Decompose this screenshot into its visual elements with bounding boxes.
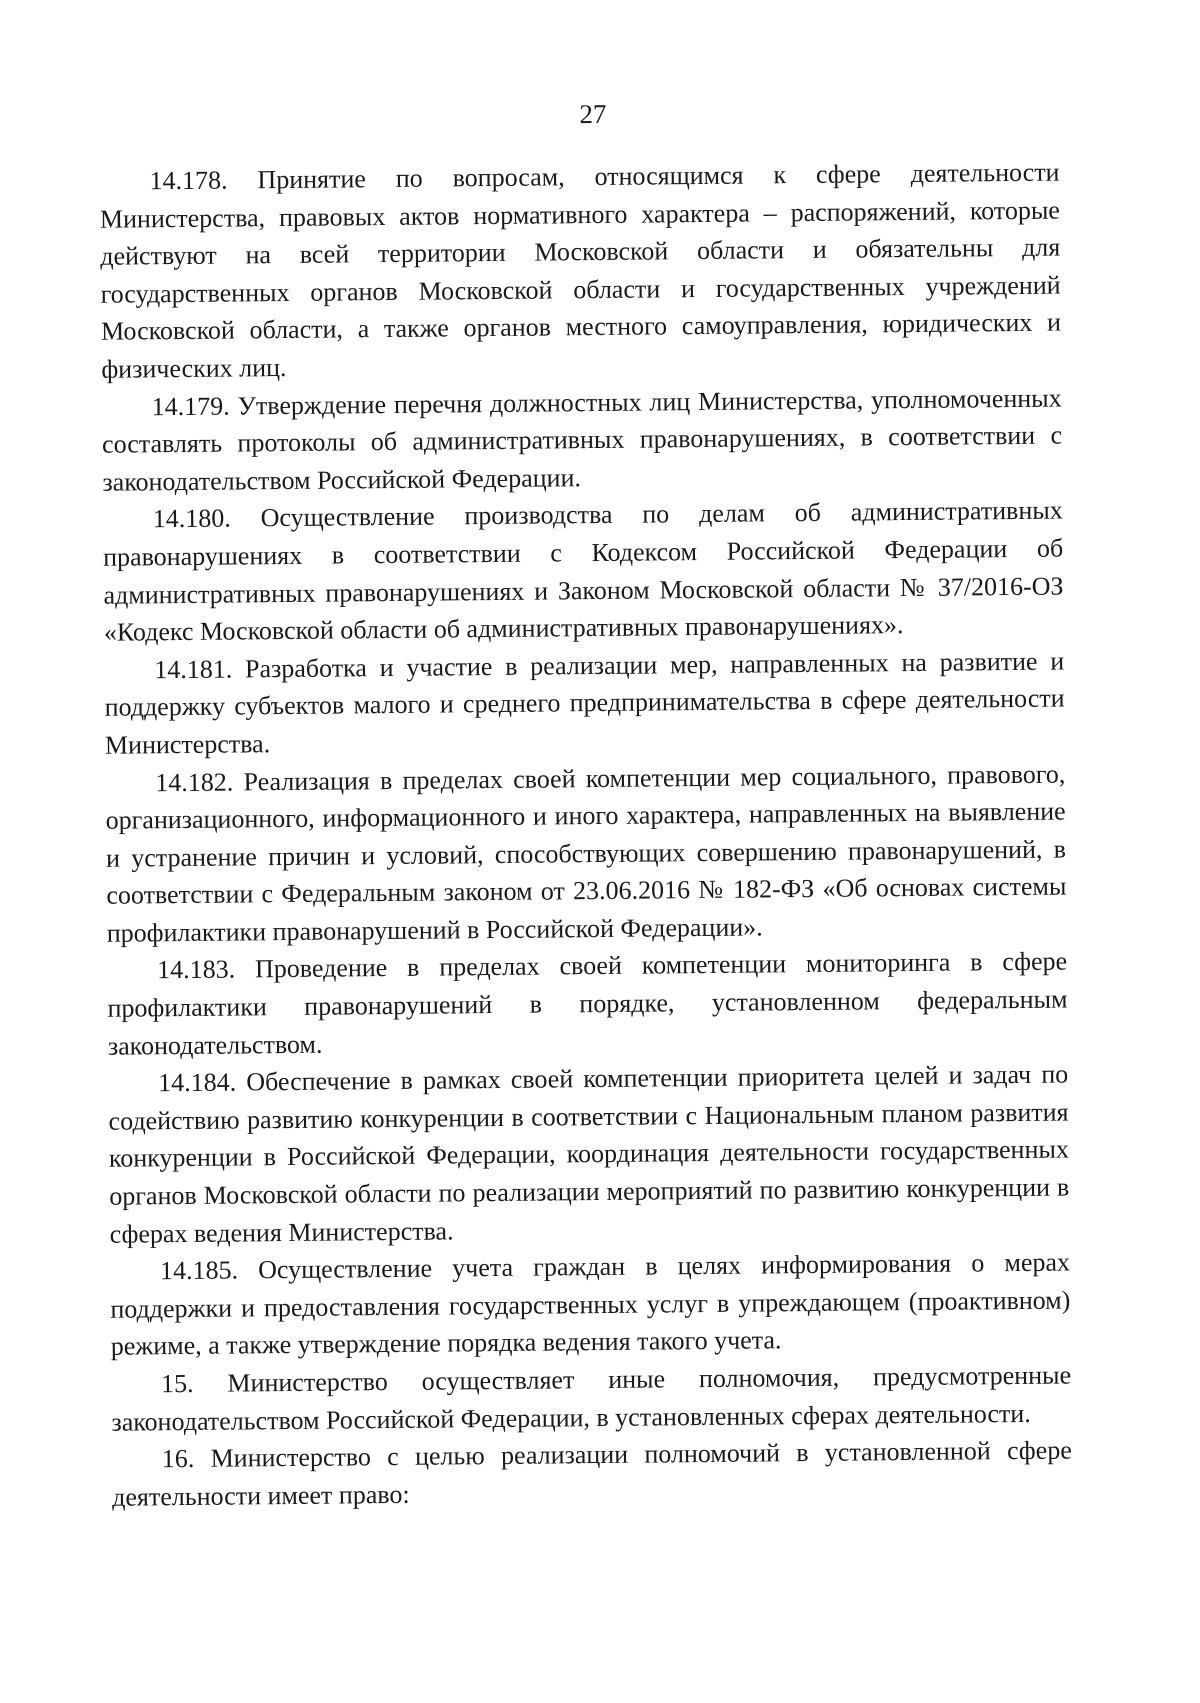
paragraph-15: 15. Министерство осуществляет иные полномочия, предусмотренные законодательством Российской Федерации, в установленных сферах деятельности.: [111, 1360, 1072, 1437]
document-body: [99, 154, 1072, 1517]
paragraph-14-179: 14.179. Утверждение перечня должностных лиц Министерства, уполномоченных составлять протоколы об административных правонарушениях, в соответствии с законодательством Российской Федерации.: [101, 383, 1063, 497]
paragraph-14-185: 14.185. Осуществление учета граждан в целях информирования о мерах поддержки и предоставления государственных услуг в упреждающем (проактивном) режиме, а также утверждение порядка ведения такого учета.: [110, 1247, 1071, 1362]
paragraph-14-178: 14.178. Принятие по вопросам, относящимся к сфере деятельности Министерства, правовых актов нормативного характера – распоряжений, которые действуют на всей территории Московской области и обязательны для государственных органов Московской области и государственных учреждений Московской области, а также органов местного самоуправления, юридических и физических лиц.: [99, 157, 1062, 384]
paragraph-14-183: 14.183. Проведение в пределах своей компетенции мониторинга в сфере профилактики правонарушений в порядке, установленном федеральным законодательством.: [107, 946, 1068, 1061]
paragraph-14-181: 14.181. Разработка и участие в реализации мер, направленных на развитие и поддержку субъектов малого и среднего предпринимательства в сфере деятельности Министерства.: [104, 646, 1065, 760]
paragraph-14-182: 14.182. Реализация в пределах своей компетенции мер социального, правового, организационного, информационного и иного характера, направленных на выявление и устранение причин и условий, способствующих совершению правонарушений, в соответствии с Федеральным законом от 23.06.2016 № 182-ФЗ «Об основах системы профилактики правонарушений в Российской Федерации».: [105, 759, 1067, 948]
paragraph-14-184: 14.184. Обеспечение в рамках своей компетенции приоритета целей и задач по содействию развитию конкуренции в соответствии с Национальным планом развития конкуренции в Российской Федерации, координация деятельности государственных органов Московской области по реализации мероприятий по развитию конкуренции в сферах ведения Министерства.: [108, 1059, 1070, 1249]
page-number: 27: [579, 98, 607, 130]
paragraph-16: 16. Министерство с целью реализации полномочий в установленной сфере деятельности имеет право:: [112, 1435, 1072, 1512]
paragraph-14-180: 14.180. Осуществление производства по делам об административных правонарушениях в соответствии с Кодексом Российской Федерации об административных правонарушениях и Законом Московской области № 37/2016-ОЗ «Кодекс Московской области об административных правонарушениях».: [103, 495, 1064, 647]
